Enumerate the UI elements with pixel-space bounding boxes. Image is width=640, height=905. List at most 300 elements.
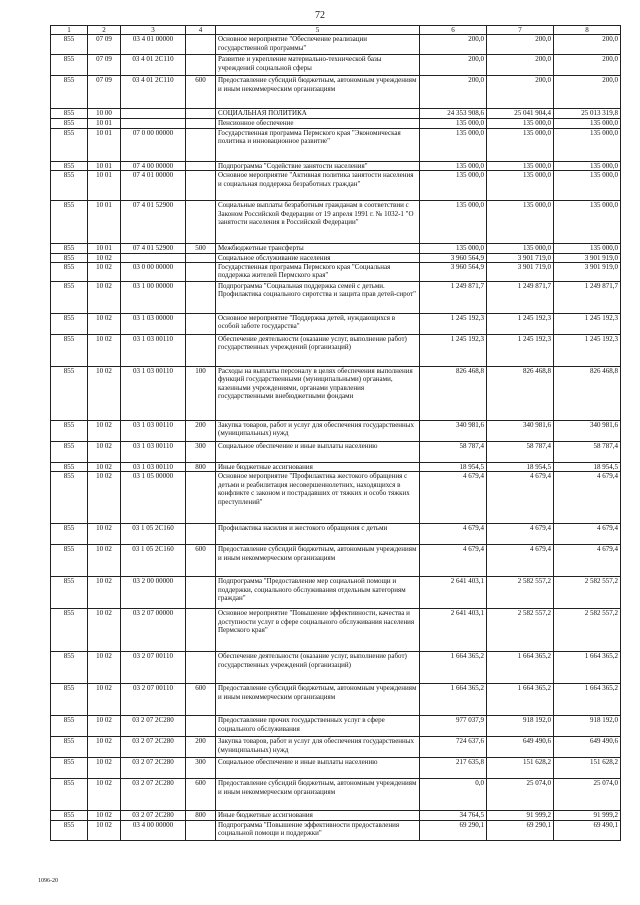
cell-target-article: 03 1 03 00110 bbox=[121, 463, 186, 472]
cell-amount-year-2: 649 490,6 bbox=[487, 737, 554, 758]
header-col-8: 8 bbox=[554, 26, 621, 35]
table-row bbox=[51, 314, 621, 335]
cell-amount-year-1: 4 679,4 bbox=[420, 545, 487, 577]
cell-target-article: 03 1 05 2C160 bbox=[121, 524, 186, 545]
cell-description: Предоставление субсидий бюджетным, автономным учреждениям и иным некоммерческим организациям bbox=[216, 684, 420, 716]
cell-amount-year-3: 135 000,0 bbox=[554, 171, 621, 201]
cell-amount-year-3: 1 249 871,7 bbox=[554, 282, 621, 314]
cell-amount-year-2: 3 901 719,0 bbox=[487, 263, 554, 282]
cell-amount-year-2: 58 787,4 bbox=[487, 442, 554, 463]
cell-amount-year-2: 4 679,4 bbox=[487, 524, 554, 545]
cell-section-code: 10 00 bbox=[88, 109, 121, 119]
header-col-3: 3 bbox=[121, 26, 186, 35]
cell-section-code: 10 02 bbox=[88, 314, 121, 335]
cell-amount-year-3: 3 901 919,0 bbox=[554, 253, 621, 262]
cell-expense-type: 100 bbox=[186, 367, 216, 421]
cell-target-article: 03 1 05 00000 bbox=[121, 472, 186, 524]
cell-amount-year-1: 2 641 403,1 bbox=[420, 609, 487, 652]
cell-admin-code: 855 bbox=[51, 201, 88, 244]
cell-target-article: 03 2 07 00110 bbox=[121, 684, 186, 716]
cell-admin-code: 855 bbox=[51, 367, 88, 421]
cell-section-code: 10 01 bbox=[88, 171, 121, 201]
cell-description: Профилактика насилия и жестокого обращения с детьми bbox=[216, 524, 420, 545]
cell-section-code: 10 02 bbox=[88, 577, 121, 609]
cell-amount-year-2: 1 245 192,3 bbox=[487, 314, 554, 335]
cell-description: Государственная программа Пермского края "Социальная поддержка жителей Пермского края" bbox=[216, 263, 420, 282]
cell-admin-code: 855 bbox=[51, 335, 88, 367]
cell-target-article: 03 1 00 00000 bbox=[121, 282, 186, 314]
cell-section-code: 10 02 bbox=[88, 524, 121, 545]
cell-target-article: 07 4 01 52900 bbox=[121, 244, 186, 253]
cell-expense-type bbox=[186, 577, 216, 609]
cell-target-article: 03 2 07 2C280 bbox=[121, 737, 186, 758]
cell-admin-code: 855 bbox=[51, 282, 88, 314]
table-row bbox=[51, 367, 621, 421]
cell-amount-year-3: 4 679,4 bbox=[554, 472, 621, 524]
cell-expense-type: 300 bbox=[186, 758, 216, 779]
cell-amount-year-3: 151 628,2 bbox=[554, 758, 621, 779]
cell-admin-code: 855 bbox=[51, 161, 88, 170]
cell-section-code: 10 02 bbox=[88, 820, 121, 840]
cell-amount-year-2: 4 679,4 bbox=[487, 472, 554, 524]
cell-target-article: 03 4 00 00000 bbox=[121, 820, 186, 840]
cell-expense-type: 600 bbox=[186, 779, 216, 811]
cell-amount-year-2: 91 999,2 bbox=[487, 811, 554, 820]
cell-description: Основное мероприятие "Профилактика жестокого обращения с детьми и реабилитация несовершеннолетних, находящихся в конфликте с законом и пострадавших от тяжких и особо тяжких преступлений" bbox=[216, 472, 420, 524]
cell-amount-year-1: 200,0 bbox=[420, 55, 487, 76]
cell-description: Пенсионное обеспечение bbox=[216, 119, 420, 128]
cell-amount-year-2: 25 074,0 bbox=[487, 779, 554, 811]
cell-admin-code: 855 bbox=[51, 779, 88, 811]
cell-amount-year-2: 200,0 bbox=[487, 76, 554, 109]
cell-description: Иные бюджетные ассигнования bbox=[216, 811, 420, 820]
cell-amount-year-2: 135 000,0 bbox=[487, 119, 554, 128]
cell-description: Закупка товаров, работ и услуг для обеспечения государственных (муниципальных) нужд bbox=[216, 421, 420, 442]
cell-description: Обеспечение деятельности (оказание услуг, выполнение работ) государственных учреждений (организаций) bbox=[216, 652, 420, 684]
cell-amount-year-1: 1 245 192,3 bbox=[420, 335, 487, 367]
header-col-4: 4 bbox=[186, 26, 216, 35]
cell-section-code: 10 02 bbox=[88, 442, 121, 463]
cell-amount-year-1: 4 679,4 bbox=[420, 472, 487, 524]
table-row bbox=[51, 109, 621, 119]
header-col-1: 1 bbox=[51, 26, 88, 35]
cell-admin-code: 855 bbox=[51, 684, 88, 716]
cell-expense-type bbox=[186, 35, 216, 55]
cell-amount-year-3: 2 582 557,2 bbox=[554, 577, 621, 609]
cell-amount-year-3: 4 679,4 bbox=[554, 524, 621, 545]
cell-target-article: 03 2 07 2C280 bbox=[121, 758, 186, 779]
cell-amount-year-1: 135 000,0 bbox=[420, 119, 487, 128]
cell-expense-type bbox=[186, 282, 216, 314]
cell-section-code: 10 02 bbox=[88, 811, 121, 820]
cell-admin-code: 855 bbox=[51, 119, 88, 128]
cell-expense-type bbox=[186, 253, 216, 262]
cell-expense-type bbox=[186, 55, 216, 76]
cell-amount-year-3: 135 000,0 bbox=[554, 119, 621, 128]
cell-amount-year-1: 1 664 365,2 bbox=[420, 684, 487, 716]
cell-section-code: 10 02 bbox=[88, 545, 121, 577]
table-row bbox=[51, 463, 621, 472]
cell-expense-type bbox=[186, 820, 216, 840]
cell-section-code: 10 01 bbox=[88, 244, 121, 253]
table-row bbox=[51, 779, 621, 811]
cell-amount-year-2: 18 954,5 bbox=[487, 463, 554, 472]
cell-description: Основное мероприятие "Поддержка детей, нуждающихся в особой заботе государства" bbox=[216, 314, 420, 335]
cell-expense-type: 600 bbox=[186, 684, 216, 716]
cell-target-article: 03 1 03 00110 bbox=[121, 367, 186, 421]
cell-description: Развитие и укрепление материально-технической базы учреждений социальной сферы bbox=[216, 55, 420, 76]
cell-amount-year-1: 1 664 365,2 bbox=[420, 652, 487, 684]
cell-description: Основное мероприятие "Повышение эффективности, качества и доступности услуг в сфере социального обслуживания населения Пермского края" bbox=[216, 609, 420, 652]
cell-target-article: 03 2 07 00000 bbox=[121, 609, 186, 652]
cell-expense-type bbox=[186, 119, 216, 128]
cell-section-code: 10 02 bbox=[88, 463, 121, 472]
cell-amount-year-1: 135 000,0 bbox=[420, 161, 487, 170]
cell-admin-code: 855 bbox=[51, 314, 88, 335]
cell-admin-code: 855 bbox=[51, 421, 88, 442]
cell-target-article: 03 1 05 2C160 bbox=[121, 545, 186, 577]
cell-amount-year-2: 25 041 904,4 bbox=[487, 109, 554, 119]
cell-expense-type bbox=[186, 716, 216, 737]
table-row bbox=[51, 472, 621, 524]
cell-section-code: 10 02 bbox=[88, 684, 121, 716]
table-row bbox=[51, 758, 621, 779]
cell-section-code: 10 02 bbox=[88, 758, 121, 779]
cell-amount-year-3: 135 000,0 bbox=[554, 128, 621, 161]
cell-amount-year-1: 135 000,0 bbox=[420, 201, 487, 244]
cell-target-article: 03 1 03 00110 bbox=[121, 421, 186, 442]
cell-amount-year-1: 3 960 564,9 bbox=[420, 253, 487, 262]
cell-amount-year-2: 135 000,0 bbox=[487, 201, 554, 244]
cell-amount-year-2: 1 245 192,3 bbox=[487, 335, 554, 367]
cell-expense-type: 800 bbox=[186, 463, 216, 472]
cell-description: Основное мероприятие "Активная политика занятости населения и социальная поддержка безработных граждан" bbox=[216, 171, 420, 201]
cell-section-code: 07 09 bbox=[88, 35, 121, 55]
cell-admin-code: 855 bbox=[51, 737, 88, 758]
cell-section-code: 07 09 bbox=[88, 76, 121, 109]
cell-expense-type: 200 bbox=[186, 421, 216, 442]
cell-description: Государственная программа Пермского края "Экономическая политика и инновационное развитие" bbox=[216, 128, 420, 161]
cell-amount-year-1: 24 353 908,6 bbox=[420, 109, 487, 119]
cell-amount-year-2: 135 000,0 bbox=[487, 171, 554, 201]
cell-expense-type bbox=[186, 335, 216, 367]
cell-admin-code: 855 bbox=[51, 577, 88, 609]
table-row bbox=[51, 442, 621, 463]
cell-amount-year-3: 200,0 bbox=[554, 76, 621, 109]
cell-target-article: 07 0 00 00000 bbox=[121, 128, 186, 161]
cell-target-article: 07 4 01 52900 bbox=[121, 201, 186, 244]
budget-table bbox=[50, 25, 621, 841]
cell-amount-year-2: 151 628,2 bbox=[487, 758, 554, 779]
cell-admin-code: 855 bbox=[51, 545, 88, 577]
cell-amount-year-3: 2 582 557,2 bbox=[554, 609, 621, 652]
cell-amount-year-2: 826 468,8 bbox=[487, 367, 554, 421]
cell-admin-code: 855 bbox=[51, 244, 88, 253]
cell-section-code: 10 02 bbox=[88, 609, 121, 652]
cell-admin-code: 855 bbox=[51, 55, 88, 76]
cell-amount-year-1: 217 635,8 bbox=[420, 758, 487, 779]
cell-expense-type bbox=[186, 128, 216, 161]
cell-section-code: 10 02 bbox=[88, 263, 121, 282]
table-row bbox=[51, 171, 621, 201]
header-col-6: 6 bbox=[420, 26, 487, 35]
table-row bbox=[51, 35, 621, 55]
cell-target-article: 03 2 00 00000 bbox=[121, 577, 186, 609]
cell-amount-year-3: 3 901 919,0 bbox=[554, 263, 621, 282]
cell-amount-year-2: 200,0 bbox=[487, 35, 554, 55]
cell-amount-year-1: 135 000,0 bbox=[420, 244, 487, 253]
cell-amount-year-1: 135 000,0 bbox=[420, 171, 487, 201]
cell-amount-year-2: 200,0 bbox=[487, 55, 554, 76]
cell-amount-year-3: 69 490,1 bbox=[554, 820, 621, 840]
cell-expense-type: 600 bbox=[186, 545, 216, 577]
cell-amount-year-1: 724 637,6 bbox=[420, 737, 487, 758]
cell-amount-year-2: 340 981,6 bbox=[487, 421, 554, 442]
cell-expense-type bbox=[186, 201, 216, 244]
cell-description: СОЦИАЛЬНАЯ ПОЛИТИКА bbox=[216, 109, 420, 119]
cell-expense-type: 500 bbox=[186, 244, 216, 253]
cell-section-code: 10 01 bbox=[88, 161, 121, 170]
cell-description: Подпрограмма "Предоставление мер социальной помощи и поддержки, социального обслуживания отдельным категориям граждан" bbox=[216, 577, 420, 609]
cell-amount-year-3: 918 192,0 bbox=[554, 716, 621, 737]
cell-description: Расходы на выплаты персоналу в целях обеспечения выполнения функций государственными (муниципальными) органами, казенными учреждениями, органами управления государственными внебюджетными фондами bbox=[216, 367, 420, 421]
cell-admin-code: 855 bbox=[51, 811, 88, 820]
cell-description: Предоставление прочих государственных услуг в сфере социального обслуживания bbox=[216, 716, 420, 737]
cell-description: Обеспечение деятельности (оказание услуг, выполнение работ) государственных учреждений (организаций) bbox=[216, 335, 420, 367]
cell-description: Социальные выплаты безработным гражданам в соответствии с Законом Российской Федерации от 19 апреля 1991 г. № 1032-1 "О занятости населения в Российской Федерации" bbox=[216, 201, 420, 244]
cell-expense-type bbox=[186, 524, 216, 545]
cell-target-article: 03 4 01 2C110 bbox=[121, 76, 186, 109]
cell-amount-year-1: 0,0 bbox=[420, 779, 487, 811]
cell-admin-code: 855 bbox=[51, 128, 88, 161]
table-row bbox=[51, 811, 621, 820]
cell-description: Социальное обеспечение и иные выплаты населению bbox=[216, 442, 420, 463]
cell-description: Социальное обеспечение и иные выплаты населению bbox=[216, 758, 420, 779]
cell-admin-code: 855 bbox=[51, 524, 88, 545]
cell-admin-code: 855 bbox=[51, 35, 88, 55]
cell-section-code: 10 02 bbox=[88, 716, 121, 737]
cell-admin-code: 855 bbox=[51, 820, 88, 840]
cell-target-article bbox=[121, 109, 186, 119]
table-row bbox=[51, 609, 621, 652]
table-row bbox=[51, 577, 621, 609]
cell-amount-year-1: 135 000,0 bbox=[420, 128, 487, 161]
cell-description: Предоставление субсидий бюджетным, автономным учреждениям и иным некоммерческим организациям bbox=[216, 779, 420, 811]
cell-admin-code: 855 bbox=[51, 716, 88, 737]
cell-expense-type bbox=[186, 472, 216, 524]
cell-section-code: 10 01 bbox=[88, 119, 121, 128]
cell-target-article bbox=[121, 119, 186, 128]
cell-admin-code: 855 bbox=[51, 171, 88, 201]
cell-amount-year-3: 25 074,0 bbox=[554, 779, 621, 811]
cell-section-code: 10 02 bbox=[88, 367, 121, 421]
cell-target-article: 03 2 07 00110 bbox=[121, 652, 186, 684]
header-row bbox=[51, 26, 621, 35]
cell-expense-type bbox=[186, 314, 216, 335]
table-row bbox=[51, 820, 621, 840]
cell-amount-year-2: 2 582 557,2 bbox=[487, 609, 554, 652]
table-row bbox=[51, 652, 621, 684]
cell-amount-year-3: 135 000,0 bbox=[554, 244, 621, 253]
cell-description: Межбюджетные трансферты bbox=[216, 244, 420, 253]
cell-expense-type bbox=[186, 652, 216, 684]
cell-amount-year-1: 1 249 871,7 bbox=[420, 282, 487, 314]
cell-amount-year-2: 4 679,4 bbox=[487, 545, 554, 577]
cell-section-code: 10 02 bbox=[88, 282, 121, 314]
cell-target-article: 03 2 07 2C280 bbox=[121, 779, 186, 811]
table-row bbox=[51, 161, 621, 170]
cell-amount-year-3: 135 000,0 bbox=[554, 161, 621, 170]
cell-expense-type: 200 bbox=[186, 737, 216, 758]
cell-amount-year-1: 3 960 564,9 bbox=[420, 263, 487, 282]
cell-amount-year-1: 4 679,4 bbox=[420, 524, 487, 545]
cell-amount-year-2: 1 664 365,2 bbox=[487, 684, 554, 716]
cell-target-article: 07 4 01 00000 bbox=[121, 171, 186, 201]
cell-amount-year-1: 340 981,6 bbox=[420, 421, 487, 442]
cell-amount-year-1: 34 764,5 bbox=[420, 811, 487, 820]
cell-amount-year-3: 649 490,6 bbox=[554, 737, 621, 758]
cell-admin-code: 855 bbox=[51, 253, 88, 262]
cell-target-article: 07 4 00 00000 bbox=[121, 161, 186, 170]
cell-amount-year-3: 58 787,4 bbox=[554, 442, 621, 463]
document-footer-code: 1096-20 bbox=[38, 878, 58, 884]
cell-admin-code: 855 bbox=[51, 472, 88, 524]
cell-amount-year-1: 200,0 bbox=[420, 76, 487, 109]
cell-amount-year-3: 25 013 319,8 bbox=[554, 109, 621, 119]
cell-amount-year-1: 826 468,8 bbox=[420, 367, 487, 421]
table-row bbox=[51, 737, 621, 758]
cell-description: Закупка товаров, работ и услуг для обеспечения государственных (муниципальных) нужд bbox=[216, 737, 420, 758]
cell-admin-code: 855 bbox=[51, 463, 88, 472]
table-row bbox=[51, 201, 621, 244]
cell-section-code: 10 02 bbox=[88, 472, 121, 524]
table-row bbox=[51, 76, 621, 109]
cell-section-code: 10 01 bbox=[88, 201, 121, 244]
cell-admin-code: 855 bbox=[51, 442, 88, 463]
header-col-7: 7 bbox=[487, 26, 554, 35]
cell-amount-year-3: 1 664 365,2 bbox=[554, 684, 621, 716]
header-col-5: 5 bbox=[216, 26, 420, 35]
cell-amount-year-1: 58 787,4 bbox=[420, 442, 487, 463]
cell-target-article: 03 1 03 00110 bbox=[121, 335, 186, 367]
table-row bbox=[51, 684, 621, 716]
cell-amount-year-2: 3 901 719,0 bbox=[487, 253, 554, 262]
cell-amount-year-2: 2 582 557,2 bbox=[487, 577, 554, 609]
cell-target-article: 03 4 01 00000 bbox=[121, 35, 186, 55]
table-row bbox=[51, 282, 621, 314]
table-row bbox=[51, 545, 621, 577]
cell-amount-year-3: 1 664 365,2 bbox=[554, 652, 621, 684]
table-row bbox=[51, 716, 621, 737]
page-number: 72 bbox=[315, 10, 325, 21]
cell-description: Предоставление субсидий бюджетным, автономным учреждениям и иным некоммерческим организациям bbox=[216, 545, 420, 577]
cell-amount-year-1: 69 290,1 bbox=[420, 820, 487, 840]
cell-section-code: 10 02 bbox=[88, 335, 121, 367]
cell-admin-code: 855 bbox=[51, 758, 88, 779]
cell-admin-code: 855 bbox=[51, 609, 88, 652]
budget-table-container bbox=[50, 25, 620, 841]
cell-expense-type bbox=[186, 109, 216, 119]
cell-target-article: 03 2 07 2C280 bbox=[121, 716, 186, 737]
cell-amount-year-2: 1 664 365,2 bbox=[487, 652, 554, 684]
table-row bbox=[51, 253, 621, 262]
table-row bbox=[51, 421, 621, 442]
cell-section-code: 10 02 bbox=[88, 737, 121, 758]
cell-admin-code: 855 bbox=[51, 76, 88, 109]
cell-admin-code: 855 bbox=[51, 109, 88, 119]
cell-expense-type: 800 bbox=[186, 811, 216, 820]
cell-section-code: 07 09 bbox=[88, 55, 121, 76]
table-row bbox=[51, 119, 621, 128]
cell-amount-year-2: 135 000,0 bbox=[487, 161, 554, 170]
cell-amount-year-3: 200,0 bbox=[554, 35, 621, 55]
table-row bbox=[51, 335, 621, 367]
cell-amount-year-2: 135 000,0 bbox=[487, 244, 554, 253]
cell-amount-year-3: 18 954,5 bbox=[554, 463, 621, 472]
cell-expense-type bbox=[186, 263, 216, 282]
cell-amount-year-3: 91 999,2 bbox=[554, 811, 621, 820]
table-row bbox=[51, 55, 621, 76]
table-row bbox=[51, 128, 621, 161]
cell-target-article bbox=[121, 253, 186, 262]
cell-amount-year-3: 1 245 192,3 bbox=[554, 335, 621, 367]
cell-amount-year-1: 977 037,9 bbox=[420, 716, 487, 737]
cell-section-code: 10 02 bbox=[88, 779, 121, 811]
cell-amount-year-3: 1 245 192,3 bbox=[554, 314, 621, 335]
cell-amount-year-1: 200,0 bbox=[420, 35, 487, 55]
cell-target-article: 03 2 07 2C280 bbox=[121, 811, 186, 820]
cell-target-article: 03 1 03 00000 bbox=[121, 314, 186, 335]
table-row bbox=[51, 524, 621, 545]
cell-target-article: 03 1 03 00110 bbox=[121, 442, 186, 463]
cell-target-article: 03 0 00 00000 bbox=[121, 263, 186, 282]
cell-section-code: 10 01 bbox=[88, 128, 121, 161]
cell-description: Основное мероприятие "Обеспечение реализации государственной программы" bbox=[216, 35, 420, 55]
cell-amount-year-1: 1 245 192,3 bbox=[420, 314, 487, 335]
cell-description: Подпрограмма "Содействие занятости населения" bbox=[216, 161, 420, 170]
cell-expense-type bbox=[186, 171, 216, 201]
cell-description: Подпрограмма "Повышение эффективности предоставления социальной помощи и поддержки" bbox=[216, 820, 420, 840]
cell-amount-year-1: 2 641 403,1 bbox=[420, 577, 487, 609]
cell-expense-type: 600 bbox=[186, 76, 216, 109]
cell-admin-code: 855 bbox=[51, 263, 88, 282]
cell-amount-year-2: 69 290,1 bbox=[487, 820, 554, 840]
cell-expense-type bbox=[186, 609, 216, 652]
cell-expense-type bbox=[186, 161, 216, 170]
cell-amount-year-1: 18 954,5 bbox=[420, 463, 487, 472]
cell-amount-year-2: 135 000,0 bbox=[487, 128, 554, 161]
cell-amount-year-2: 918 192,0 bbox=[487, 716, 554, 737]
cell-description: Предоставление субсидий бюджетным, автономным учреждениям и иным некоммерческим организациям bbox=[216, 76, 420, 109]
cell-amount-year-3: 340 981,6 bbox=[554, 421, 621, 442]
cell-amount-year-3: 4 679,4 bbox=[554, 545, 621, 577]
cell-description: Социальное обслуживание населения bbox=[216, 253, 420, 262]
cell-description: Подпрограмма "Социальная поддержка семей с детьми. Профилактика социального сиротства и защита прав детей-сирот" bbox=[216, 282, 420, 314]
cell-amount-year-3: 135 000,0 bbox=[554, 201, 621, 244]
cell-description: Иные бюджетные ассигнования bbox=[216, 463, 420, 472]
cell-amount-year-3: 200,0 bbox=[554, 55, 621, 76]
cell-amount-year-2: 1 249 871,7 bbox=[487, 282, 554, 314]
cell-target-article: 03 4 01 2C110 bbox=[121, 55, 186, 76]
table-row bbox=[51, 244, 621, 253]
cell-admin-code: 855 bbox=[51, 652, 88, 684]
cell-section-code: 10 02 bbox=[88, 421, 121, 442]
table-row bbox=[51, 263, 621, 282]
cell-expense-type: 300 bbox=[186, 442, 216, 463]
cell-amount-year-3: 826 468,8 bbox=[554, 367, 621, 421]
header-col-2: 2 bbox=[88, 26, 121, 35]
cell-section-code: 10 02 bbox=[88, 652, 121, 684]
